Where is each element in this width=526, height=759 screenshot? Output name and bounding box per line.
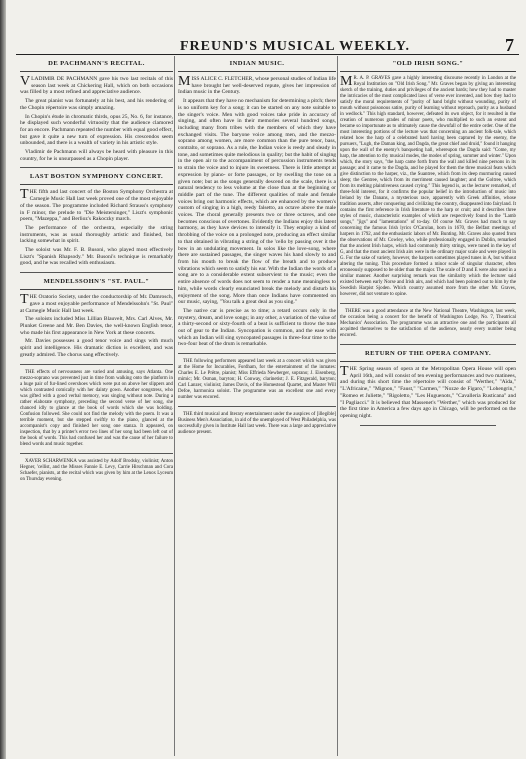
publication-title: FREUND'S MUSICAL WEEKLY. xyxy=(180,39,411,54)
column-right xyxy=(340,60,516,755)
article-title-pachmann: DE PACHMANN'S RECITAL. xyxy=(48,60,145,67)
end-rule xyxy=(360,425,496,426)
article-paragraph: In Chopin's étude in chromatic thirds, opus 25, No. 6, for instance, he displayed such wonderful virtuosity that the audience clamored for an encore. Pachmann repeated the number with equal good effect, but gave it quite a new turn of expression. His crescendos seem unbounded, and there is a wealth of variety in his artistic style. xyxy=(20,113,173,147)
article-paragraph: Vladimir de Pachmann will always be heard with pleasure in this country, for he is unsurpassed as a Chopin player. xyxy=(20,149,173,162)
article-paragraph: VLADIMIR DE PACHMANN gave his two last recitals of this season last week at Chickering Hall, which on both occasions was filled by a most refined and appreciative audience. xyxy=(20,74,173,96)
article-paragraph: It appears that they have no mechanism for determining a pitch; there is no uniform key for a song; it can be started on any note suitable to the singer's voice. Men with good voices take pride in accuracy of singing, and often have in their memories several hundred songs, including many from tribes with the members of which they have exchanged visits. The baryone voice among men, and the mezzo-soprano among women, are more common than the pure tenor, bass, contralto, or soprano. As a rule, the Indian voice is reedy and sleady in tone, and sometimes quite melodious in quality; but the habit of singing in the open air to the accompaniment of percussion instruments tends to strain the voice and to injure its sweetness. There is little attempt at expression by piano- or forte passages, or by swelling the tone on a given note; but as the songs generally descend on the scale, there is a natural tendency to less volume at the close than at the beginning or middle part of the tune. The different qualities of male and female voices bring out harmonic effects, which are enhanced by the women's custom of singing in a high, reedy falsetto, an octave above the male voices. The choral generally presents two or three octaves, and one becomes conscious of overtones. Evidently the Indians enjoy this latent harmony, as they have devices to intensify it. They employ a kind of throbbing of the voice on a prolonged note, producing an effect similar to that obtained in vibrating a string of the 'cello by passing over it the bow in an undulating movement. In solos like the love-song, where there are sustained passages, the singer waves his hand slowly to and from his mouth to break the flow of the breath and to produce vibrations which seem to satisfy his ear. With the Indian the words of a song are to a considerable extent subservient to the music; even the entire absence of words does not seem to render a tune meaningless to him, while words clearly enunciated break the melody and disturb his enjoyment of the song. More than once Indians have commented on our music, saying, "You talk a great deal as you sing." xyxy=(178,98,336,306)
title-rule xyxy=(20,184,173,185)
section-separator xyxy=(340,344,516,345)
article-title-boston: LAST BOSTON SYMPHONY CONCERT. xyxy=(29,173,164,181)
page-header xyxy=(0,0,526,55)
article-title-irish: "OLD IRISH SONG." xyxy=(392,60,464,67)
article-paragraph: The soloists included Miss Lillian Blauvelt, Mrs. Carl Alves, Mr. Plunket Greene and Mr. Ben Davies, the well-known English tenor, who made his first appearance in New York at these concerts. xyxy=(20,316,173,336)
news-item-scharwenka: XAVER SCHARWENKA was assisted by Adolf Brodsky, violinist; Anton Hegner, 'cellist, and the Misses Fannie E. Levy, Carrie Hirschman and Cora Schaefer, pianists, at the recital which was given by him at the Lenox Lyceum on Thursday evening. xyxy=(20,458,173,482)
article-paragraph: The soloist was Mr. F. B. Busoni, who played most effectively Liszt's "Spanish Rhapsody." Mr. Busoni's technique is remarkably good, and he was recalled with enthusiasm. xyxy=(20,247,173,267)
title-rule xyxy=(20,289,173,290)
column-divider xyxy=(174,56,175,756)
title-rule xyxy=(20,71,173,72)
drop-cap: T xyxy=(340,364,349,379)
section-separator xyxy=(20,272,173,273)
section-separator xyxy=(20,453,173,454)
section-separator xyxy=(178,353,336,354)
column-divider xyxy=(337,56,338,756)
section-separator xyxy=(178,406,336,407)
column-middle xyxy=(178,60,336,755)
header-rule xyxy=(16,54,519,55)
article-paragraph: M R. A. P. GRAVES gave a highly interesting discourse recently in London at the Royal Institution on "Old Irish Song." Mr. Graves began by giving an interesting sketch of the training, duties and privileges of the ancient bards; how they had to master the intricacies of the most complicated laws of verse ever invented, and how they had to satisfy the moral requirements of "purity of hand bright without wounding, purity of mouth without poisonous satire, purity of learning without reproach, purity as a husband in wedlock." This high standard, however, defeated its own object, for it resulted in the creation of numerous grades of minor poets, who multiplied to such an extent and became so importunate as to ultimately cause the downfall of the entire order. One of the most interesting portions of the lecture was that concerning an ancient folk-tale, which related how the harp of a celebrated bard having been captured by the enemy, the pursuers, "Lugh, the Daman king, and Dagda, the great chief and druid," found it hanging upon the wall of the enemy's banqueting hall, whereupon the Dagda said: "Come, my harp, the attention to thy musical modes, the modes of spring, summer and winter." Upon which, the story says, "the harp came forth from the wall and killed nine persons in its passage; and it came to the Dagda, and he played for them the three musical feats which give distinction to the harper, viz., the Suantree, which from its deep murmuring caused sleep; the Gentree, which from its merriment caused laughter; and the Goltree, which from its melting plaintiveness caused crying." This legend is, as the lecturer remarked, of three-fold interest, for it confirms the popular belief in the introduction of music into Ireland by the Danans, a mysterious race, apparently with Greek affinities, whose tradition asserts, after conquering and civilizing the country, disappeared into fairyland. It contains the first reference in Irish literature to the harp or cruit; and it describes three styles of music, characteristic examples of which are respectively found in the "Lamb songs," "jigs" and "lamentations" of to-day. Of course Mr. Graves had much to say concerning the famous Irish lyrics O'Carolan, born in 1670, the Belfast meetings of harpers in 1792, and the enthusiastic labors of Mr. Bunting. Mr. Graves also quoted from the observations of Mr. Cowley, who, while professionally engaged in Dublin, remarked that the ancient Irish harps, which had commonly thirty strings, were tuned in the key of G, and that the most ancient Irish airs were in the ordinary major scale and were played in G. For the sake of variety, however, the harpers sometimes played tunes in A, but without altering the tuning. This procedure formed a minor scale of singular character, often erroneously supposed to be older than the major. The scale of D and E were also used in a similar manner. Another surprising remark was the similarity which the lecturer said existed between early Norse and Irish airs, and which had been pointed out to him by the Swedish Harpist Sjoden. Which country assumed more from the other Mr. Graves, however, did not venture to opine. xyxy=(340,74,516,297)
drop-cap: T xyxy=(20,292,29,308)
news-item-nervousness: THE effects of nervousness are varied and amusing, says Atlanta. One mezzo-soprano was prevented just in time from walking onto the platform in a huge pair of fur-lined overshoes which were put on above her slippers and which contrasted comically with her dainty gown. Another songstress, who was gifted with a good verbal memory, was singing without note. During a rather elaborate symphony, preceding the second verse of her song, she chanced idly to glance at the book of words which she was holding. Confusion followed. She could not find the melody with the poem. It was a terrible moment, but she stepped swiftly to the piano, glanced at the accompanist's copy and finished her song one stanza. It appeared, on inspection, that by a printer's error two lines of her song had been left out of the book of words. This had confused her and was the cause of her failure to blend words and music together. xyxy=(20,369,173,447)
column-left xyxy=(20,60,173,755)
title-rule xyxy=(340,361,516,362)
section-separator xyxy=(20,167,173,168)
section-separator xyxy=(340,303,516,304)
page-number: 7 xyxy=(505,35,514,55)
news-item-programme: THE following performers appeared last week at a concert which was given at the Home for Incurables, Fordham, for the entertainment of the inmates: Charles E. Le Prêtre, pianist; Miss Effrieda Newberger, soprano; J. Eisenberg, mimic; Mr. Osman, baryton; H. Conway, clarinetist; J. E. Fitzgerald, baryton; Carl Lanzer, violinist; James Davis, of the Homestead Quartet, and Master Will Defoe, harmonica soloist. The programme was an excellent one and every number was encored. xyxy=(178,359,336,401)
article-title-indian: INDIAN MUSIC. xyxy=(229,60,285,67)
article-paragraph: THE fifth and last concert of the Boston Symphony Orchestra at Carnegie Music Hall last week proved one of the most enjoyable of the season. The programme included Richard Strauss's symphony in F minor, the prelude to "Die Meistersinger," Liszt's symphonic poem, "Mazeppa," and Berlioz's Rakoczky march. xyxy=(20,187,173,223)
article-paragraph: THE Oratorio Society, under the conductorship of Mr. Damrosch, gave a most enjoyable performance of Mendelssohn's "St. Paul" at Carnegie Music Hall last week. xyxy=(20,292,173,314)
news-item-national: THERE was a good attendance at the New National Theatre, Washington, last week, the occasion being a concert for the benefit of Washington Lodge, No. 7, Theatrical Mechanics' Association. The programme was an attractive one and the participants all acquitted themselves to the satisfaction of the audience, nearly every number being encored. xyxy=(340,309,516,338)
article-paragraph: The great pianist was fortunately at his best, and his rendering of the Chopin répertoire was simply amazing. xyxy=(20,98,173,111)
news-item-orchestra: THE third musical and literary entertainment under the auspices of [illegible] Business Men's Association, in aid of the unemployed of West Philadelphia, was successfully given in Institute Hall last week. There was a large and appreciative audience present. xyxy=(178,412,336,436)
article-paragraph: The performance of the orchestra, especially the string instruments, was as usual thoroughly artistic and finished, but lacking somewhat in spirit. xyxy=(20,224,173,245)
article-paragraph: THE Spring season of opera at the Metropolitan Opera House will open April 16th, and will consist of ten evening performances and two matinees, and during this short time the répertoire will consist of "Werther," "Aïda," "L'Africaine," "Mignon," "Faust," "Carmen," "Nozze de Figaro," "Lohengrin," "Romeo et Juliette," "Rigoletto," "Les Huguenots," "Cavalleria Rusticana" and "I Pagliacci." It is believed that Massenet's "Werther," which was produced for the first time in America a few days ago in Chicago, will be performed on the opening night. xyxy=(340,364,516,419)
page-binding-edge xyxy=(0,0,6,759)
drop-cap: T xyxy=(20,187,29,203)
drop-cap: V xyxy=(20,74,31,89)
title-rule xyxy=(178,71,336,72)
title-rule xyxy=(340,71,516,72)
article-paragraph: The native car is precise as to time; a retard occurs only in the mystery, dream, and love songs; in any other, a variation of the value of a thirty-second or sixty-fourth of a beat is sufficient to throw the tune out of gear to the Indian. Syncopation is common, and the ease with which an Indian will sing syncopated passages in three-four time to the two-four beat of the drum is remarkable. xyxy=(178,307,336,348)
drop-cap: M xyxy=(178,74,191,89)
article-paragraph: Mr. Davies possesses a good tenor voice and sings with much spirit and intelligence. His dramatic diction is excellent, and was greatly admired. The chorus sang effectively. xyxy=(20,338,173,358)
article-paragraph: MISS ALICE C. FLETCHER, whose personal studies of Indian life have brought her well-deserved repute, gives her impression of Indian music in the Century. xyxy=(178,74,336,96)
article-title-mendelssohn: MENDELSSOHN'S "ST. PAUL." xyxy=(43,278,150,286)
article-title-opera: RETURN OF THE OPERA COMPANY. xyxy=(364,350,492,357)
section-separator xyxy=(20,364,173,365)
drop-cap: M xyxy=(340,74,353,89)
